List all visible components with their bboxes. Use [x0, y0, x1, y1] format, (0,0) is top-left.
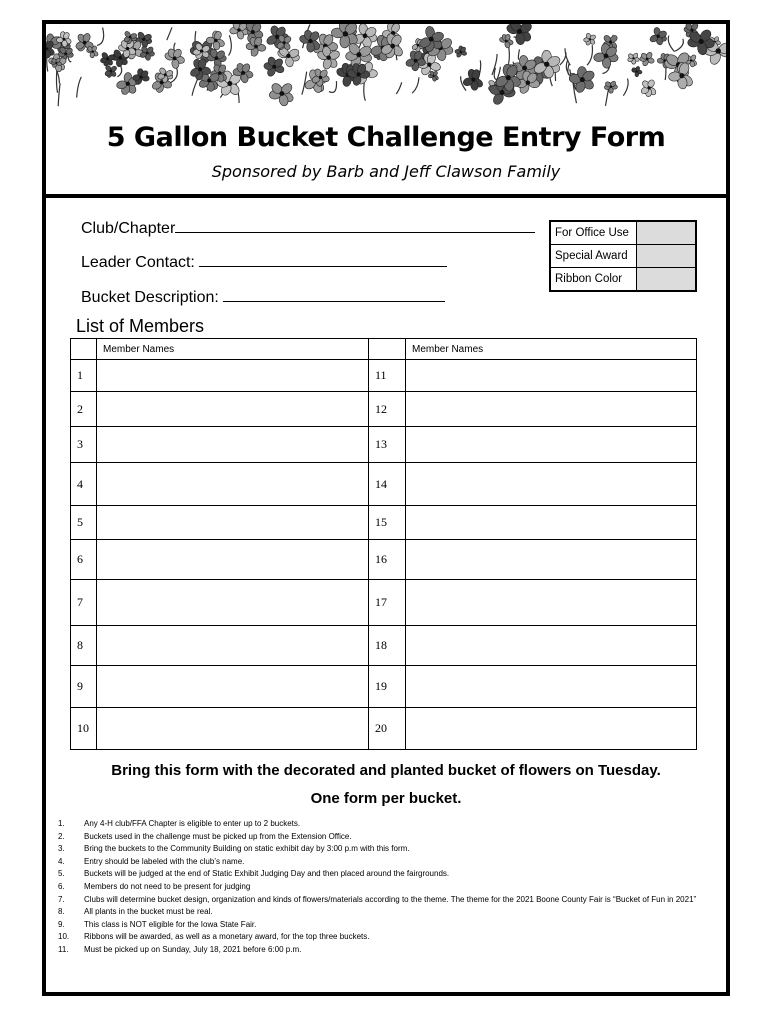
rule-number: 11.	[58, 944, 69, 954]
member-number: 15	[369, 506, 406, 540]
bucket-description-field[interactable]	[81, 287, 445, 307]
member-name-cell[interactable]	[406, 506, 697, 540]
member-row	[71, 427, 697, 463]
office-row	[550, 268, 696, 292]
form-header	[46, 24, 726, 198]
rule-number: 6.	[58, 881, 65, 891]
rule-item	[58, 906, 708, 919]
rule-number: 5.	[58, 869, 65, 879]
member-row	[71, 540, 697, 580]
office-row	[550, 245, 696, 268]
member-row	[71, 506, 697, 540]
rule-text: Ribbons will be awarded, as well as a monetary award, for the top three buckets.	[84, 932, 370, 942]
member-row	[71, 666, 697, 708]
member-number: 1	[71, 360, 97, 392]
rule-item	[58, 919, 708, 932]
member-row	[71, 463, 697, 506]
office-cell[interactable]	[637, 245, 697, 268]
header-num-cell	[71, 339, 97, 360]
form-title: 5 Gallon Bucket Challenge Entry Form	[106, 122, 666, 153]
rule-text: Any 4-H club/FFA Chapter is eligible to enter up to 2 buckets.	[84, 819, 301, 828]
rule-text: Entry should be labeled with the club’s name.	[84, 856, 245, 866]
member-number: 9	[71, 666, 97, 708]
rule-number: 2.	[58, 831, 65, 841]
rule-item	[58, 868, 708, 881]
rule-text: Must be picked up on Sunday, July 18, 2021 before 6:00 p.m.	[84, 944, 302, 954]
rules-list	[58, 818, 708, 957]
rule-text: Bring the buckets to the Community Building on static exhibit day by 3:00 p.m with this form.	[84, 844, 410, 854]
member-name-cell[interactable]	[97, 506, 369, 540]
rule-item	[58, 818, 708, 831]
rule-item	[58, 931, 708, 944]
member-name-cell[interactable]	[406, 540, 697, 580]
rule-number: 8.	[58, 907, 65, 917]
club-chapter-line[interactable]	[175, 218, 535, 233]
member-name-cell[interactable]	[97, 708, 369, 750]
member-number: 8	[71, 626, 97, 666]
rule-number: 9.	[58, 919, 65, 929]
club-chapter-label: Club/Chapter	[81, 220, 176, 237]
member-name-cell[interactable]	[97, 463, 369, 506]
header-num-cell	[369, 339, 406, 360]
member-name-cell[interactable]	[97, 666, 369, 708]
member-name-cell[interactable]	[97, 580, 369, 626]
member-row	[71, 392, 697, 427]
member-number: 10	[71, 708, 97, 750]
member-name-cell[interactable]	[406, 666, 697, 708]
flower-border-image	[46, 24, 726, 124]
member-row	[71, 580, 697, 626]
office-row	[550, 221, 696, 245]
member-name-cell[interactable]	[406, 360, 697, 392]
rule-item	[58, 894, 708, 907]
leader-contact-field[interactable]	[81, 252, 447, 272]
member-number: 19	[369, 666, 406, 708]
member-name-cell[interactable]	[97, 427, 369, 463]
members-header-row	[71, 339, 697, 360]
office-use-table	[549, 220, 697, 292]
member-number: 14	[369, 463, 406, 506]
member-name-cell[interactable]	[97, 540, 369, 580]
rule-item	[58, 831, 708, 844]
members-table	[70, 338, 697, 750]
rule-text: Buckets used in the challenge must be picked up from the Extension Office.	[84, 831, 352, 841]
member-number: 4	[71, 463, 97, 506]
rule-item	[58, 881, 708, 894]
rule-number: 7.	[58, 894, 65, 904]
instruction-line-2: One form per bucket.	[310, 790, 462, 807]
list-of-members-title: List of Members	[76, 316, 205, 336]
member-name-cell[interactable]	[406, 427, 697, 463]
member-name-cell[interactable]	[406, 626, 697, 666]
rule-item	[58, 843, 708, 856]
member-number: 7	[71, 580, 97, 626]
bucket-description-label: Bucket Description:	[81, 289, 219, 306]
member-name-cell[interactable]	[406, 708, 697, 750]
member-name-cell[interactable]	[97, 626, 369, 666]
form-frame	[42, 20, 730, 996]
member-name-cell[interactable]	[406, 392, 697, 427]
rule-item	[58, 856, 708, 869]
rule-item	[58, 944, 708, 957]
member-number: 13	[369, 427, 406, 463]
rule-text: All plants in the bucket must be real.	[84, 907, 213, 917]
member-number: 3	[71, 427, 97, 463]
rule-number: 3.	[58, 844, 65, 854]
office-label: Ribbon Color	[550, 268, 637, 292]
office-label: Special Award	[550, 245, 637, 268]
rule-text: Buckets will be judged at the end of Static Exhibit Judging Day and then placed around the fairgrounds.	[84, 869, 450, 879]
member-name-cell[interactable]	[97, 392, 369, 427]
member-number: 12	[369, 392, 406, 427]
club-chapter-field[interactable]	[81, 218, 535, 238]
leader-contact-label: Leader Contact:	[81, 254, 195, 271]
rule-number: 1.	[58, 819, 65, 828]
office-label: For Office Use	[550, 221, 637, 245]
member-number: 2	[71, 392, 97, 427]
member-name-cell[interactable]	[406, 463, 697, 506]
member-number: 20	[369, 708, 406, 750]
rule-text: Clubs will determine bucket design, organization and kinds of flowers/materials according to the theme. The theme for the 2021 Boone County Fair is “Bucket of Fun in 2021”	[84, 894, 697, 904]
member-row	[71, 626, 697, 666]
leader-contact-line[interactable]	[199, 252, 447, 267]
column-header: Member Names	[406, 339, 697, 360]
instruction-line-1: Bring this form with the decorated and planted bucket of flowers on Tuesday.	[111, 762, 661, 779]
form-subtitle: Sponsored by Barb and Jeff Clawson Family	[211, 162, 561, 181]
column-header: Member Names	[97, 339, 369, 360]
office-cell[interactable]	[637, 268, 697, 292]
rule-text: Members do not need to be present for judging	[84, 881, 251, 891]
rule-number: 4.	[58, 856, 65, 866]
member-number: 16	[369, 540, 406, 580]
member-row	[71, 708, 697, 750]
rule-number: 10.	[58, 932, 70, 942]
member-name-cell[interactable]	[406, 580, 697, 626]
member-number: 5	[71, 506, 97, 540]
bucket-description-line[interactable]	[223, 287, 445, 302]
member-row	[71, 360, 697, 392]
member-name-cell[interactable]	[97, 360, 369, 392]
member-number: 6	[71, 540, 97, 580]
member-number: 11	[369, 360, 406, 392]
office-cell[interactable]	[637, 221, 697, 245]
member-number: 17	[369, 580, 406, 626]
rule-text: This class is NOT eligible for the Iowa State Fair.	[84, 919, 257, 929]
member-number: 18	[369, 626, 406, 666]
